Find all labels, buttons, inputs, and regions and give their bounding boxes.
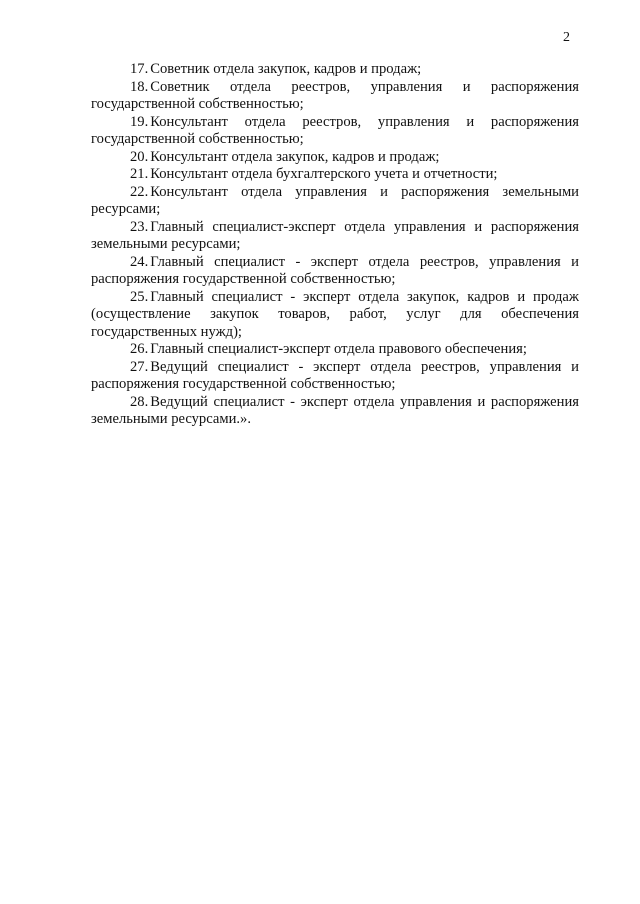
item-text: Консультант отдела реестров, управления и распоряжения государственной собственностью; (91, 113, 579, 147)
item-number: 23. (130, 218, 149, 235)
item-text: Советник отдела закупок, кадров и продаж; (150, 61, 422, 77)
item-text: Главный специалист - эксперт отдела закупок, кадров и продаж (осуществление закупок товаров, работ, услуг для обеспечения государственных нужд); (91, 288, 579, 340)
list-item (91, 341, 579, 359)
list-item (91, 394, 579, 429)
item-text: Главный специалист-эксперт отдела правового обеспечения; (150, 341, 527, 357)
item-text: Советник отдела реестров, управления и распоряжения государственной собственностью; (91, 78, 579, 112)
item-number: 25. (130, 288, 149, 305)
item-number: 18. (130, 78, 149, 95)
item-text: Ведущий специалист - эксперт отдела управления и распоряжения земельными ресурсами.». (91, 393, 579, 427)
list-item (91, 289, 579, 342)
item-text: Главный специалист - эксперт отдела реестров, управления и распоряжения государственной собственностью; (91, 253, 579, 287)
list-item (91, 166, 579, 184)
item-number: 20. (130, 148, 149, 165)
item-number: 19. (130, 113, 149, 130)
item-number: 28. (130, 393, 149, 410)
list-item (91, 114, 579, 149)
list-item (91, 184, 579, 219)
list-item (91, 219, 579, 254)
list-item (91, 254, 579, 289)
item-number: 26. (130, 341, 149, 357)
list-item (91, 359, 579, 394)
item-text: Главный специалист-эксперт отдела управления и распоряжения земельными ресурсами; (91, 218, 579, 252)
list-item (91, 61, 579, 79)
list-item (91, 149, 579, 167)
page-number: 2 (563, 30, 570, 45)
item-text: Ведущий специалист - эксперт отдела реестров, управления и распоряжения государственной собственностью; (91, 358, 579, 392)
item-number: 17. (130, 61, 149, 77)
list-item (91, 79, 579, 114)
item-text: Консультант отдела закупок, кадров и продаж; (150, 148, 440, 165)
item-text: Консультант отдела управления и распоряжения земельными ресурсами; (91, 183, 579, 217)
item-number: 27. (130, 358, 149, 375)
item-number: 22. (130, 183, 149, 200)
item-number: 24. (130, 253, 149, 270)
item-number: 21. (130, 166, 149, 182)
item-text: Консультант отдела бухгалтерского учета и отчетности; (150, 166, 498, 182)
document-body (91, 61, 579, 429)
